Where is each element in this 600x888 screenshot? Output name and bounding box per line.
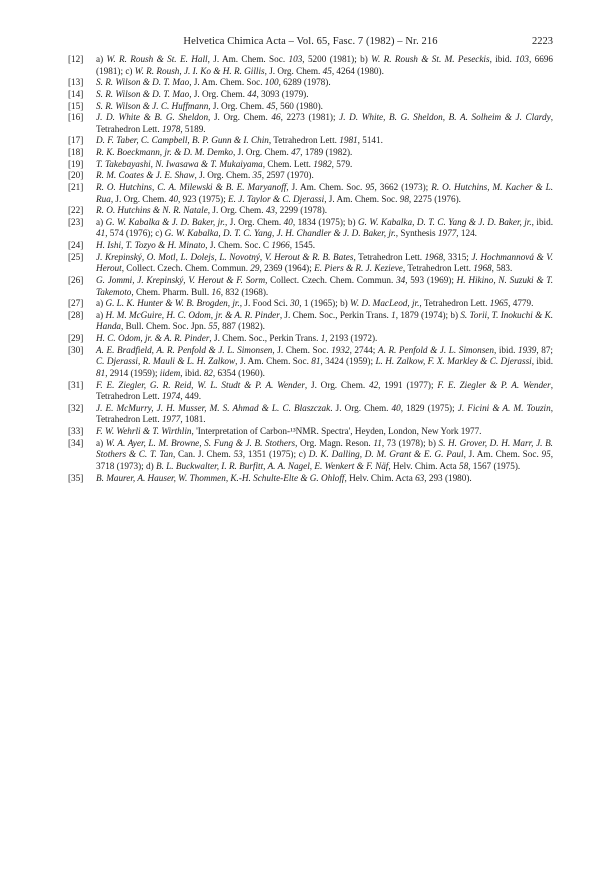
reference-volume: 95 xyxy=(541,449,551,460)
reference-number: [22] xyxy=(68,205,84,216)
reference-citation: , 574 (1976); c) xyxy=(105,228,165,239)
reference-authors: W. A. Ayer, L. M. Browne, S. Fung & J. B. Stothers xyxy=(105,437,296,448)
reference-text xyxy=(96,89,309,99)
reference-authors: G. W. Kabalka & J. D. Baker, jr. xyxy=(105,216,225,227)
reference-text xyxy=(96,170,314,180)
reference-item xyxy=(68,217,553,240)
reference-item xyxy=(68,112,553,135)
reference-volume: 1978 xyxy=(161,123,181,134)
reference-citation: , 2193 (1972). xyxy=(325,333,378,343)
reference-item xyxy=(68,205,553,217)
reference-citation: , Tetrahedron Lett. xyxy=(96,402,553,425)
reference-item xyxy=(68,380,553,403)
reference-authors: C. Djerassi, R. Mauli & L. H. Zalkow xyxy=(96,356,236,367)
reference-citation: , 2369 (1964); xyxy=(259,263,315,274)
reference-text xyxy=(96,182,553,204)
reference-volume: 45 xyxy=(266,100,276,111)
reference-number: [15] xyxy=(68,100,84,111)
reference-volume: 45 xyxy=(322,65,332,76)
reference-citation: , J. Org. Chem. xyxy=(225,216,284,227)
reference-citation: , Tetrahedron Lett. xyxy=(353,251,425,262)
reference-item xyxy=(68,54,553,77)
reference-volume: 46 xyxy=(271,112,281,123)
reference-citation: , J. Org. Chem. xyxy=(110,193,169,204)
reference-authors: J. D. White, B. G. Sheldon, B. A. Solheim & J. Clardy xyxy=(339,112,551,123)
reference-volume: 11 xyxy=(373,437,382,448)
reference-authors: G. W. Kabalka, D. T. C. Yang & J. D. Baker, jr. xyxy=(358,216,532,227)
reference-text xyxy=(96,333,377,343)
reference-volume: 1974 xyxy=(161,391,181,402)
reference-authors: W. R. Roush & St. E. Hall xyxy=(106,54,208,64)
reference-authors: S. Torii, T. Inokuchi & K. Handa xyxy=(96,309,554,332)
journal-running-title: Helvetica Chimica Acta – Vol. 65, Fasc. 7 (1982) – Nr. 216 xyxy=(183,36,438,47)
reference-citation: , 923 (1975); xyxy=(178,193,229,204)
reference-authors: H. C. Odom, jr. & A. R. Pinder xyxy=(96,333,210,343)
reference-item xyxy=(68,333,553,345)
reference-citation: , ibid. xyxy=(531,216,553,227)
reference-volume: 100 xyxy=(264,77,279,88)
reference-volume: 103 xyxy=(515,54,529,64)
reference-volume: 1939 xyxy=(518,344,537,355)
reference-volume: 1965 xyxy=(489,298,509,309)
reference-volume: 1 xyxy=(391,309,396,320)
reference-citation: , J. Am. Chem. Soc. xyxy=(189,77,265,88)
reference-citation: , J. Am. Chem. Soc. xyxy=(235,356,312,367)
reference-citation: , Helv. Chim. Acta xyxy=(388,460,459,471)
reference-citation: , Collect. Czech. Chem. Commun. xyxy=(121,263,251,274)
reference-citation: , 593 (1969); xyxy=(405,274,457,285)
reference-authors: W. D. MacLeod, jr. xyxy=(350,298,420,309)
reference-citation: , 2299 (1978). xyxy=(275,205,328,216)
reference-citation: , 5200 (1981); b) xyxy=(302,54,372,64)
reference-text xyxy=(96,240,315,250)
reference-number: [28] xyxy=(68,309,84,320)
reference-authors: H. Hikino, N. Suzuki & T. Takemoto xyxy=(96,274,554,297)
reference-text xyxy=(96,345,553,378)
reference-number: [17] xyxy=(68,135,84,146)
reference-number: [13] xyxy=(68,77,84,88)
reference-citation: , 293 (1980). xyxy=(424,472,472,483)
reference-number: [14] xyxy=(68,88,84,99)
reference-volume: 1968 xyxy=(424,251,444,262)
reference-volume: 1932 xyxy=(331,344,350,355)
reference-citation: , 579. xyxy=(331,158,353,169)
reference-citation: , 887 (1982). xyxy=(217,321,265,332)
reference-number: [27] xyxy=(68,298,84,309)
reference-citation: , 1081. xyxy=(180,414,206,425)
reference-authors: S. R. Wilson & D. T. Mao xyxy=(96,88,190,99)
reference-volume: 1968 xyxy=(473,263,492,274)
reference-volume: 16 xyxy=(211,286,221,297)
reference-authors: S. R. Wilson & J. C. Huffmann xyxy=(96,100,209,111)
reference-text xyxy=(96,426,481,436)
reference-citation: , 3662 (1973); xyxy=(374,181,432,192)
reference-citation: a) xyxy=(96,298,106,309)
reference-volume: 43 xyxy=(265,205,275,216)
reference-citation: , 6289 (1978). xyxy=(278,77,331,88)
reference-item xyxy=(68,298,553,310)
reference-citation: , 1991 (1977); xyxy=(378,379,438,390)
reference-volume: 40 xyxy=(391,402,401,413)
reference-item xyxy=(68,403,553,426)
reference-citation: , J. Org. Chem. xyxy=(304,379,369,390)
reference-authors: W. R. Roush & St. M. Peseckis xyxy=(371,54,490,64)
reference-volume: 103 xyxy=(288,54,303,64)
reference-authors: B. Maurer, A. Hauser, W. Thommen, K.-H. Schulte-Elte & G. Ohloff xyxy=(96,472,345,483)
reference-authors: H. Ishi, T. Tozyo & H. Minato xyxy=(96,240,206,250)
reference-citation: , 2914 (1959); xyxy=(105,367,160,378)
reference-citation: , Bull. Chem. Soc. Jpn. xyxy=(121,321,209,332)
reference-citation: , Collect. Czech. Chem. Commun. xyxy=(265,274,397,285)
reference-citation: , 2275 (1976). xyxy=(408,193,461,204)
reference-citation: , 2744; xyxy=(349,344,378,355)
reference-text xyxy=(96,147,352,157)
reference-text xyxy=(96,310,553,332)
reference-citation: , 4264 (1980). xyxy=(331,65,384,76)
reference-authors: iidem xyxy=(159,367,181,378)
reference-volume: 42 xyxy=(368,379,379,390)
reference-item xyxy=(68,89,553,101)
reference-authors: J. D. White & B. G. Sheldon xyxy=(96,112,209,123)
reference-citation: , 1834 (1975); b) xyxy=(292,216,359,227)
reference-volume: 47 xyxy=(291,147,301,157)
reference-authors: R. O. Hutchins, C. A. Milewski & B. E. Maryanoff xyxy=(96,181,287,192)
reference-item xyxy=(68,159,553,171)
reference-text xyxy=(96,112,553,134)
reference-citation: , 1 (1965); b) xyxy=(299,298,351,309)
reference-authors: F. E. Ziegler, G. R. Reid, W. L. Studt & P. A. Wender xyxy=(96,379,305,390)
reference-volume: 81 xyxy=(311,356,321,367)
reference-authors: J. Krepinský, O. Motl, L. Dolejs, L. Novotný, V. Herout & R. B. Bates xyxy=(96,251,354,262)
reference-authors: E. Piers & R. J. Kezieve xyxy=(314,263,403,274)
reference-item xyxy=(68,147,553,159)
reference-citation: , 1829 (1975); xyxy=(400,402,458,413)
reference-citation: , 3093 (1979). xyxy=(256,88,309,99)
reference-citation: , 'Interpretation of Carbon-¹³NMR. Spectra', Heyden, London, New York 1977. xyxy=(191,426,482,436)
reference-volume: 1966 xyxy=(271,240,290,250)
reference-citation: , 4779. xyxy=(508,298,534,309)
reference-text xyxy=(96,135,383,145)
reference-citation: , 2273 (1981); xyxy=(280,112,340,123)
reference-item xyxy=(68,135,553,147)
reference-citation: , 1879 (1974); b) xyxy=(395,309,461,320)
reference-volume: 30 xyxy=(290,298,300,309)
reference-authors: F. E. Ziegler & P. A. Wender xyxy=(437,379,551,390)
reference-authors: R. K. Boeckmann, jr. & D. M. Demko xyxy=(96,147,234,157)
reference-item xyxy=(68,240,553,252)
reference-number: [24] xyxy=(68,240,84,250)
reference-authors: S. R. Wilson & D. T. Mao xyxy=(96,77,190,88)
reference-citation: , Can. J. Chem. xyxy=(172,449,234,460)
reference-number: [23] xyxy=(68,216,84,227)
reference-citation: , 1789 (1982). xyxy=(300,147,353,157)
reference-citation: , Tetrahedron Lett. xyxy=(419,298,490,309)
reference-volume: 1981 xyxy=(339,135,358,146)
reference-volume: 1982 xyxy=(313,158,332,169)
reference-authors: F. W. Wehrli & T. Wirthlin xyxy=(96,426,192,436)
reference-authors: R. O. Hutchins, M. Kacher & L. Rua xyxy=(96,181,553,204)
reference-citation: , 3315; xyxy=(443,251,472,262)
reference-number: [25] xyxy=(68,251,84,262)
reference-item xyxy=(68,77,553,89)
reference-text xyxy=(96,438,553,471)
reference-text xyxy=(96,380,553,402)
reference-citation: , J. Org. Chem. xyxy=(208,112,272,123)
reference-citation: , Synthesis xyxy=(395,228,438,239)
reference-citation: , J. Org. Chem. xyxy=(189,88,248,99)
reference-authors: A. E. Bradfield, A. R. Penfold & J. L. Simonsen xyxy=(96,344,273,355)
reference-citation: , J. Food Sci. xyxy=(239,298,291,309)
reference-authors: T. Takebayashi, N. Iwasawa & T. Mukaiyama xyxy=(96,158,263,169)
reference-authors: R. M. Coates & J. E. Shaw xyxy=(96,170,195,181)
reference-item xyxy=(68,101,553,113)
reference-authors: G. Jommi, J. Krepinský, V. Herout & F. Sorm xyxy=(96,274,266,285)
reference-citation: , J. Org. Chem. xyxy=(207,205,266,216)
reference-text xyxy=(96,101,323,111)
reference-volume: 34 xyxy=(396,274,406,285)
reference-text xyxy=(96,54,553,76)
reference-authors: W. R. Roush, J. I. Ko & H. R. Gillis xyxy=(134,65,265,76)
reference-authors: S. H. Grover, D. H. Marr, J. B. Stothers & C. T. Tan xyxy=(96,437,553,460)
reference-citation: , ibid. xyxy=(180,367,204,378)
reference-volume: 29 xyxy=(250,263,260,274)
reference-citation: , Tetrahedron Lett. xyxy=(402,263,474,274)
reference-authors: A. R. Penfold & J. L. Simonsen xyxy=(377,344,494,355)
reference-citation: , J. Chem. Soc. xyxy=(272,344,332,355)
reference-citation: , 583. xyxy=(491,263,513,274)
reference-citation: , Tetrahedron Lett. xyxy=(96,379,553,402)
reference-citation: , Helv. Chim. Acta xyxy=(344,472,416,483)
reference-citation: , Tetrahedron Lett. xyxy=(268,135,340,146)
reference-number: [26] xyxy=(68,274,84,285)
reference-item xyxy=(68,275,553,298)
reference-authors: R. O. Hutchins & N. R. Natale xyxy=(96,205,208,216)
reference-citation: . J. Org. Chem. xyxy=(330,402,392,413)
reference-citation: a) xyxy=(96,309,106,320)
reference-text xyxy=(96,77,331,87)
reference-citation: , 449. xyxy=(180,391,201,402)
reference-text xyxy=(96,252,553,274)
reference-citation: , 6696 (1981); c) xyxy=(96,54,554,76)
reference-volume: 1 xyxy=(320,333,326,343)
reference-citation: , 2597 (1970). xyxy=(261,170,314,181)
running-head xyxy=(68,35,553,48)
reference-number: [20] xyxy=(68,170,84,181)
reference-item xyxy=(68,252,553,275)
reference-citation: , 3424 (1959); xyxy=(320,356,376,367)
reference-citation: , 6354 (1960). xyxy=(212,367,265,378)
reference-authors: G. L. K. Hunter & W. B. Brogden, jr. xyxy=(105,298,240,309)
reference-citation: , Tetrahedron Lett. xyxy=(96,112,554,134)
reference-number: [29] xyxy=(68,333,84,343)
reference-volume: 95 xyxy=(365,181,375,192)
reference-list xyxy=(68,54,553,484)
reference-citation: , 1567 (1975). xyxy=(468,460,521,471)
reference-volume: 82 xyxy=(203,367,213,378)
reference-volume: 35 xyxy=(252,170,262,181)
reference-citation: , J. Org. Chem. xyxy=(194,170,253,181)
reference-citation: , J. Org. Chem. xyxy=(233,147,292,157)
reference-citation: , J. Am. Chem. Soc. xyxy=(324,193,400,204)
reference-number: [33] xyxy=(68,426,84,436)
reference-authors: G. W. Kabalka, D. T. C. Yang, J. H. Chandler & J. D. Baker, jr. xyxy=(164,228,396,239)
reference-authors: J. E. McMurry, J. H. Musser, M. S. Ahmad & L. C. Blaszczak xyxy=(96,402,331,413)
reference-authors: D. K. Dalling, D. M. Grant & E. G. Paul xyxy=(308,449,464,460)
reference-item xyxy=(68,170,553,182)
reference-number: [30] xyxy=(68,344,84,355)
reference-citation: , ibid. xyxy=(493,344,518,355)
reference-text xyxy=(96,205,327,215)
reference-text xyxy=(96,473,472,483)
reference-item xyxy=(68,426,553,438)
reference-citation: , 1545. xyxy=(289,240,315,250)
reference-citation: , J. Org. Chem. xyxy=(264,65,323,76)
reference-volume: 53 xyxy=(233,449,243,460)
reference-text xyxy=(96,275,553,297)
reference-citation: , J. Am. Chem. Soc. xyxy=(286,181,366,192)
reference-citation: , 3718 (1973); d) xyxy=(96,449,554,471)
reference-citation: , ibid. xyxy=(489,54,516,64)
reference-text xyxy=(96,403,553,425)
reference-volume: 41 xyxy=(96,228,106,239)
reference-item xyxy=(68,473,553,485)
reference-text xyxy=(96,217,553,239)
reference-citation: a) xyxy=(96,54,107,64)
reference-item xyxy=(68,438,553,473)
reference-number: [12] xyxy=(68,54,84,64)
reference-authors: D. F. Taber, C. Campbell, B. P. Gunn & I. Chin xyxy=(96,135,269,146)
reference-number: [34] xyxy=(68,437,84,448)
reference-authors: H. M. McGuire, H. C. Odom, jr. & A. R. Pinder xyxy=(105,309,280,320)
reference-number: [18] xyxy=(68,147,84,157)
reference-item xyxy=(68,345,553,380)
reference-citation: , J. Chem. Soc., Perkin Trans. xyxy=(279,309,392,320)
reference-citation: , 1351 (1975); c) xyxy=(242,449,309,460)
reference-citation: , Chem. Pharm. Bull. xyxy=(131,286,212,297)
reference-citation: , 5141. xyxy=(357,135,383,146)
reference-volume: 55 xyxy=(208,321,218,332)
reference-citation: , J. Org. Chem. xyxy=(208,100,267,111)
reference-item xyxy=(68,310,553,333)
reference-citation: , ibid. xyxy=(531,356,554,367)
reference-citation: , 560 (1980). xyxy=(275,100,323,111)
reference-citation: , J. Am. Chem. Soc. xyxy=(463,449,542,460)
reference-text xyxy=(96,298,533,308)
reference-citation: , 124. xyxy=(456,228,477,239)
reference-citation: a) xyxy=(96,216,106,227)
reference-volume: 81 xyxy=(96,367,106,378)
reference-citation: , 87; xyxy=(536,344,553,355)
reference-citation: , J. Chem. Soc., Perkin Trans. xyxy=(209,333,321,343)
reference-text xyxy=(96,159,352,169)
reference-volume: 1977 xyxy=(437,228,457,239)
reference-number: [31] xyxy=(68,379,84,390)
reference-citation: , 832 (1968). xyxy=(220,286,269,297)
reference-citation: , 5189. xyxy=(180,123,206,134)
reference-volume: 40 xyxy=(168,193,179,204)
reference-volume: 98 xyxy=(399,193,409,204)
reference-volume: 44 xyxy=(247,88,257,99)
reference-volume: 58 xyxy=(458,460,469,471)
reference-authors: J. Hochmannová & V. Herout xyxy=(96,251,553,274)
reference-number: [19] xyxy=(68,158,84,169)
reference-citation: , 73 (1978); b) xyxy=(381,437,439,448)
reference-volume: 1977 xyxy=(161,414,181,425)
reference-number: [32] xyxy=(68,402,84,413)
reference-citation: , J. Chem. Soc. C xyxy=(205,240,272,250)
reference-citation: , Org. Magn. Reson. xyxy=(295,437,374,448)
reference-volume: 40 xyxy=(283,216,293,227)
reference-number: [21] xyxy=(68,181,84,192)
reference-authors: J. Ficini & A. M. Touzin xyxy=(457,402,551,413)
reference-authors: B. L. Buckwalter, I. R. Burfitt, A. A. Nagel, E. Wenkert & F. Näf xyxy=(155,460,389,471)
page-number: 2223 xyxy=(532,36,553,47)
reference-citation: , J. Am. Chem. Soc. xyxy=(207,54,289,64)
reference-citation: , Chem. Lett. xyxy=(262,158,314,169)
reference-authors: L. H. Zalkow, F. X. Markley & C. Djerassi xyxy=(375,356,532,367)
reference-number: [16] xyxy=(68,112,84,123)
reference-citation: a) xyxy=(96,437,106,448)
reference-authors: E. J. Taylor & C. Djerassi xyxy=(228,193,325,204)
reference-number: [35] xyxy=(68,472,84,483)
reference-volume: 63 xyxy=(415,472,425,483)
reference-item xyxy=(68,182,553,205)
